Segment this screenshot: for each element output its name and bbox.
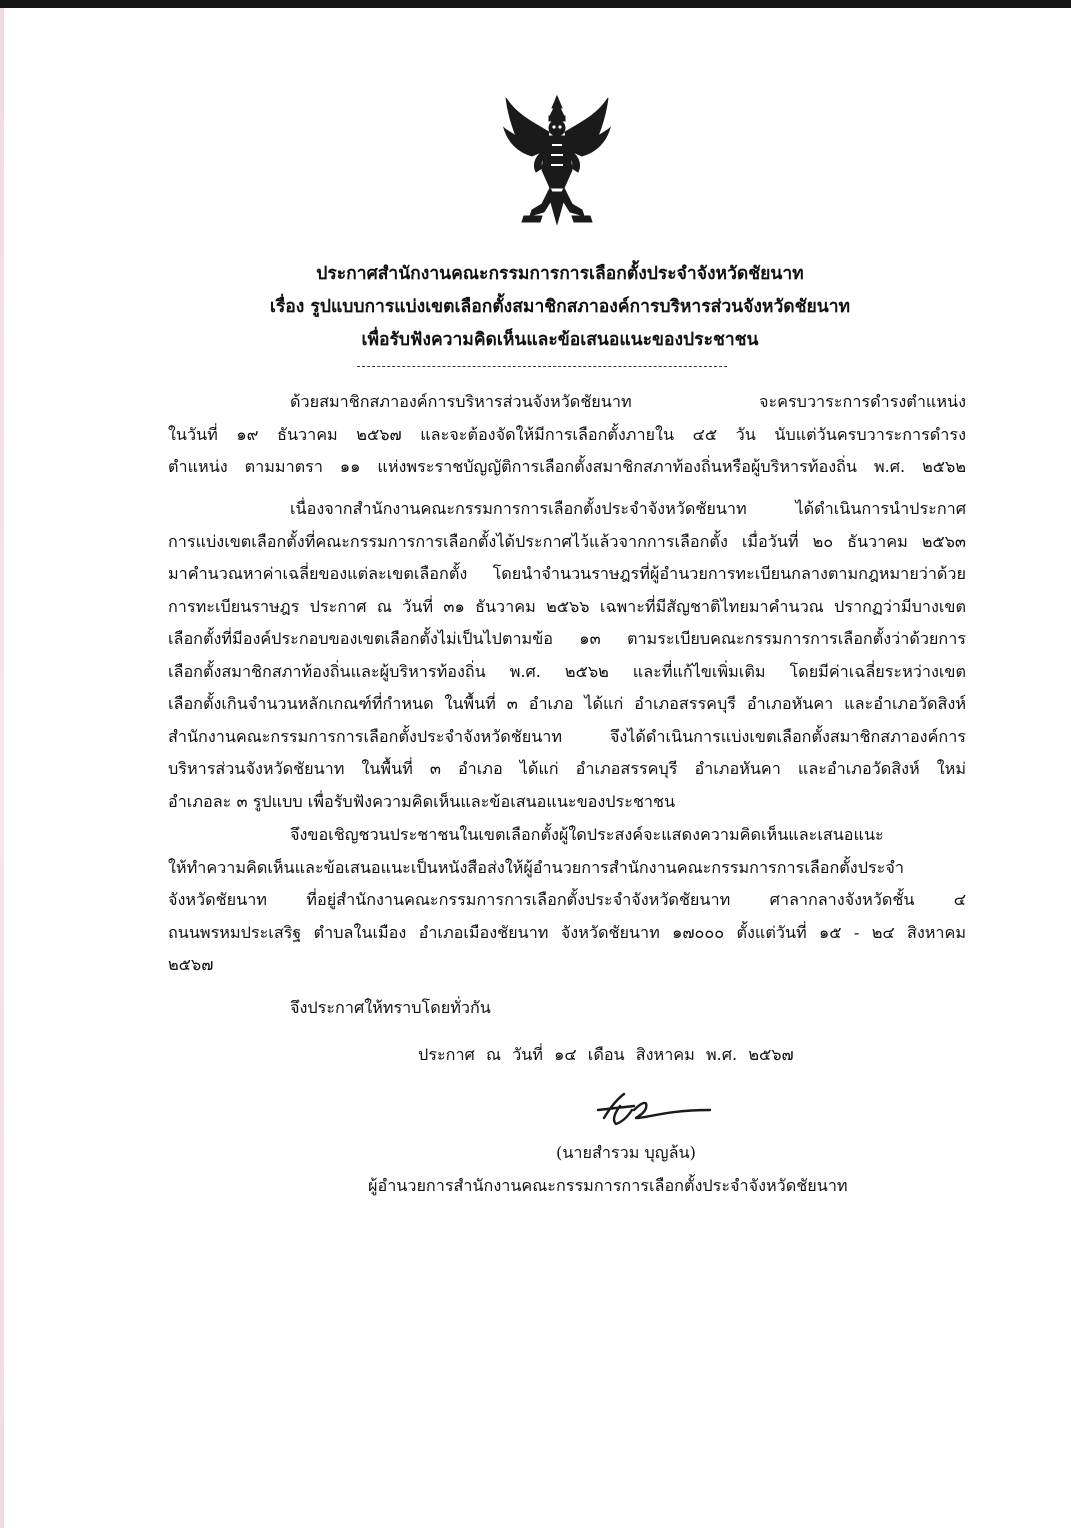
title-line-1: ประกาศสำนักงานคณะกรรมการการเลือกตั้งประจำจังหวัดชัยนาท xyxy=(316,264,804,284)
signer-position: ผู้อำนวยการสำนักงานคณะกรรมการการเลือกตั้งประจำจังหวัดชัยนาท xyxy=(368,1176,848,1195)
paragraph-line: การแบ่งเขตเลือกตั้งที่คณะกรรมการการเลือกตั้งได้ประกาศไว้แล้วจากการเลือกตั้ง เมื่อวันที่ ๒๐ ธันวาคม ๒๕๖๓ xyxy=(168,531,966,551)
paragraph-line: ด้วยสมาชิกสภาองค์การบริหารส่วนจังหวัดชัยนาท จะครบวาระการดำรงตำแหน่ง xyxy=(290,392,966,411)
paragraph-1 xyxy=(168,386,966,484)
closing-statement: จึงประกาศให้ทราบโดยทั่วกัน xyxy=(290,998,491,1017)
paragraph-line: การทะเบียนราษฎร ประกาศ ณ วันที่ ๓๑ ธันวาคม ๒๕๖๖ เฉพาะที่มีสัญชาติไทยมาคำนวณ ปรากฏว่ามีบางเขต xyxy=(168,596,966,616)
paragraph-line: สำนักงานคณะกรรมการการเลือกตั้งประจำจังหวัดชัยนาท จึงได้ดำเนินการแบ่งเขตเลือกตั้งสมาชิกสภาองค์การ xyxy=(168,726,966,746)
paragraph-line: เลือกตั้งเกินจำนวนหลักเกณฑ์ที่กำหนด ในพื้นที่ ๓ อำเภอ ได้แก่ อำเภอสรรคบุรี อำเภอหันคา และอำเภอวัดสิงห์ xyxy=(168,694,966,713)
title-line-2: เรื่อง รูปแบบการแบ่งเขตเลือกตั้งสมาชิกสภาองค์การบริหารส่วนจังหวัดชัยนาท xyxy=(269,297,851,317)
paragraph-line: ให้ทำความคิดเห็นและข้อเสนอแนะเป็นหนังสือส่งให้ผู้อำนวยการสำนักงานคณะกรรมการการเลือกตั้งประจำ xyxy=(168,857,904,877)
paragraph-line: ๒๕๖๗ xyxy=(168,955,214,974)
paragraph-3 xyxy=(168,819,966,982)
paragraph-line: มาคำนวณหาค่าเฉลี่ยของแต่ละเขตเลือกตั้ง โดยนำจำนวนราษฎรที่ผู้อำนวยการทะเบียนกลางตามกฎหมายว่าด้วย xyxy=(168,564,966,583)
paragraph-line: เลือกตั้งสมาชิกสภาท้องถิ่นและผู้บริหารท้องถิ่น พ.ศ. ๒๕๖๒ และที่แก้ไขเพิ่มเติม โดยมีค่าเฉลี่ยระหว่างเขต xyxy=(168,661,966,681)
paragraph-line: เนื่องจากสำนักงานคณะกรรมการการเลือกตั้งประจำจังหวัดชัยนาท ได้ดำเนินการนำประกาศ xyxy=(290,499,966,518)
paragraph-line: ถนนพรหมประเสริฐ ตำบลในเมือง อำเภอเมืองชัยนาท จังหวัดชัยนาท ๑๗๐๐๐ ตั้งแต่วันที่ ๑๕ - ๒๔ สิงหาคม xyxy=(168,922,966,942)
paragraph-line: จึงขอเชิญชวนประชาชนในเขตเลือกตั้งผู้ใดประสงค์จะแสดงความคิดเห็นและเสนอแนะ xyxy=(290,825,884,844)
signer-name: (นายสำรวม บุญล้น) xyxy=(556,1143,696,1162)
left-edge-tint xyxy=(0,8,4,1528)
paragraph-2 xyxy=(168,493,966,818)
paragraph-line: ตำแหน่ง ตามมาตรา ๑๑ แห่งพระราชบัญญัติการเลือกตั้งสมาชิกสภาท้องถิ่นหรือผู้บริหารท้องถิ่น พ.ศ. ๒๕๖๒ xyxy=(168,457,966,476)
paragraph-line: เลือกตั้งที่มีองค์ประกอบของเขตเลือกตั้งไม่เป็นไปตามข้อ ๑๓ ตามระเบียบคณะกรรมการการเลือกตั้งว่าด้วยการ xyxy=(168,629,966,648)
paragraph-line: ในวันที่ ๑๙ ธันวาคม ๒๕๖๗ และจะต้องจัดให้มีการเลือกตั้งภายใน ๔๕ วัน นับแต่วันครบวาระการดำรง xyxy=(168,424,966,444)
announcement-date: ประกาศ ณ วันที่ ๑๔ เดือน สิงหาคม พ.ศ. ๒๕๖๗ xyxy=(418,1045,794,1064)
title-divider xyxy=(357,366,727,367)
title-line-3: เพื่อรับฟังความคิดเห็นและข้อเสนอแนะของประชาชน xyxy=(361,330,759,350)
paragraph-line: อำเภอละ ๓ รูปแบบ เพื่อรับฟังความคิดเห็นและข้อเสนอแนะของประชาชน xyxy=(168,791,676,811)
paragraph-line: จังหวัดชัยนาท ที่อยู่สำนักงานคณะกรรมการการเลือกตั้งประจำจังหวัดชัยนาท ศาลากลางจังหวัดชั้น ๔ xyxy=(168,890,966,909)
garuda-emblem-icon xyxy=(502,92,612,232)
announcement-title xyxy=(100,258,1020,357)
signature-icon xyxy=(590,1088,720,1130)
paragraph-line: บริหารส่วนจังหวัดชัยนาท ในพื้นที่ ๓ อำเภอ ได้แก่ อำเภอสรรคบุรี อำเภอหันคา และอำเภอวัดสิงห์ ใหม่ xyxy=(168,759,966,778)
top-border xyxy=(0,0,1071,8)
